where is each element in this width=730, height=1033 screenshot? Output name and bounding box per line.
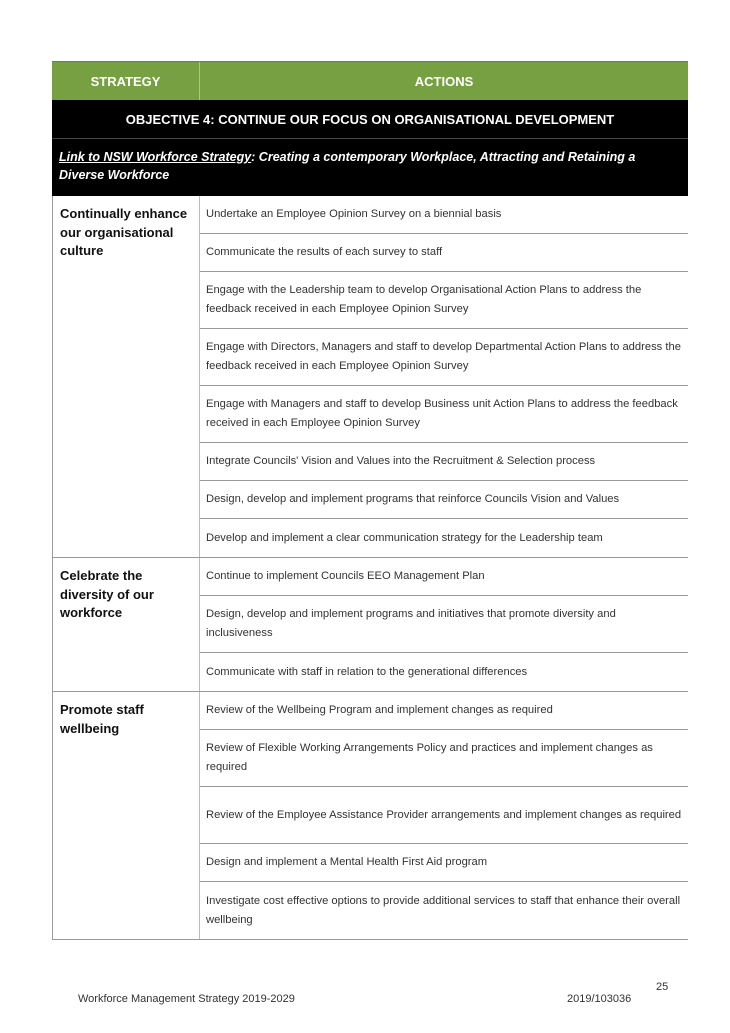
action-item: Review of Flexible Working Arrangements Policy and practices and implement changes as required [200, 730, 688, 787]
actions-cell [199, 558, 688, 691]
action-item: Design and implement a Mental Health First Aid program [200, 844, 688, 882]
action-item: Engage with Directors, Managers and staff to develop Departmental Action Plans to address the feedback received in each Employee Opinion Survey [200, 329, 688, 386]
action-item: Undertake an Employee Opinion Survey on a biennial basis [200, 196, 688, 234]
strategy-group [52, 196, 688, 558]
link-description: : Creating a contemporary Workplace, Attracting and Retaining a Diverse Workforce [59, 150, 636, 182]
strategy-table [52, 61, 688, 940]
page-number: 25 [656, 981, 669, 993]
actions-cell [199, 196, 688, 557]
actions-cell [199, 692, 688, 939]
strategy-cell: Promote staff wellbeing [52, 692, 199, 939]
action-item: Engage with the Leadership team to develop Organisational Action Plans to address the feedback received in each Employee Opinion Survey [200, 272, 688, 329]
action-item: Engage with Managers and staff to develop Business unit Action Plans to address the feedback received in each Employee Opinion Survey [200, 386, 688, 443]
action-item: Develop and implement a clear communication strategy for the Leadership team [206, 531, 603, 544]
table-header [52, 61, 688, 100]
strategy-group [52, 692, 688, 940]
strategy-cell: Celebrate the diversity of our workforce [52, 558, 199, 691]
action-item: Continue to implement Councils EEO Management Plan [200, 558, 688, 596]
nsw-workforce-strategy-link[interactable]: Link to NSW Workforce Strategy [59, 150, 252, 164]
action-item: Review of the Wellbeing Program and implement changes as required [200, 692, 688, 730]
strategy-group [52, 558, 688, 692]
action-item: Integrate Councils' Vision and Values into the Recruitment & Selection process [200, 443, 688, 481]
objective-heading: OBJECTIVE 4: CONTINUE OUR FOCUS ON ORGANISATIONAL DEVELOPMENT [52, 100, 688, 138]
workforce-strategy-link-row [52, 138, 688, 196]
document-title: Workforce Management Strategy 2019-2029 [78, 993, 295, 1005]
strategy-cell: Continually enhance our organisational culture [52, 196, 199, 557]
actions-column-header: ACTIONS [414, 73, 474, 89]
action-item: Design, develop and implement programs and initiatives that promote diversity and inclusiveness [200, 596, 688, 653]
action-item: Design, develop and implement programs that reinforce Councils Vision and Values [200, 481, 688, 519]
action-item: Investigate cost effective options to provide additional services to staff that enhance their overall wellbeing [206, 894, 681, 926]
strategy-column-header: STRATEGY [52, 62, 200, 100]
document-reference: 2019/103036 [567, 993, 632, 1005]
action-item: Communicate with staff in relation to the generational differences [206, 665, 528, 678]
action-item: Review of the Employee Assistance Provider arrangements and implement changes as required [200, 787, 688, 844]
action-item: Communicate the results of each survey to staff [200, 234, 688, 272]
